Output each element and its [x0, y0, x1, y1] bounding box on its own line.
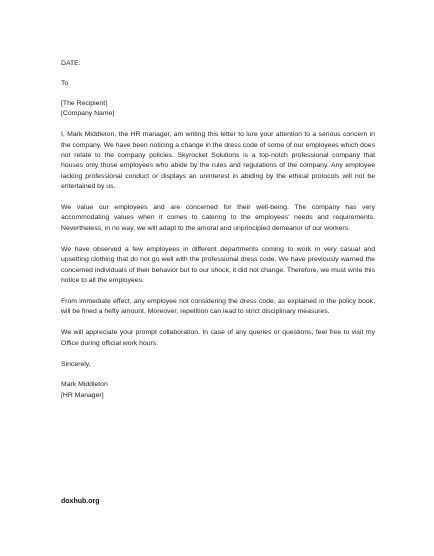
letter-body [61, 59, 375, 401]
paragraph-intro: I, Mark Middleton, the HR manager, am writing this letter to lure your attention to a serious concern in the company. We have been noticing a change in the dress code of some of our employees which does not relate to the company policies. Skyrocket Solutions is a top-notch professional company that houses only those employees who abide by the rules and regulations of the company. Any employee lacking professional conduct or displays an uninterest in abiding by the ethical protocols will not be entertained by us. [61, 131, 375, 191]
paragraph-policy: From immediate effect, any employee not considering the dress code, as explained in the policy book, will be fined a hefty amount. Moreover, repetition can lead to strict disciplinary measures. [61, 297, 375, 316]
recipient-name: [The Recipient] [61, 99, 108, 107]
recipient-company: [Company Name] [61, 110, 115, 118]
date-label: DATE: [61, 60, 81, 67]
signer-title: [HR Manager] [61, 391, 104, 399]
closing-salutation: Sincerely, [61, 360, 91, 368]
paragraph-observation: We have observed a few employees in different departments coming to work in very casual and upsetting clothing that do not go well with the professional dress code. We have previously warned the concerned individuals of their behavior but to our shock, it did not change. Therefore, we must write this notice to all the employees. [61, 245, 375, 284]
paragraph-values: We value our employees and are concerned for their well-being. The company has very accommodating values when it comes to catering to the employees' needs and requirements. Nevertheless, in no way, we will adapt to the amoral and unprincipled demeanor of our workers. [61, 204, 375, 232]
source-watermark: doxhub.org [61, 498, 100, 505]
signer-name: Mark Middleton [61, 381, 108, 389]
paragraph-closing: We will appreciate your prompt collaboration. In case of any queries or questions, feel free to visit my Office during official work hours. [61, 329, 375, 347]
to-label: To [61, 79, 69, 87]
